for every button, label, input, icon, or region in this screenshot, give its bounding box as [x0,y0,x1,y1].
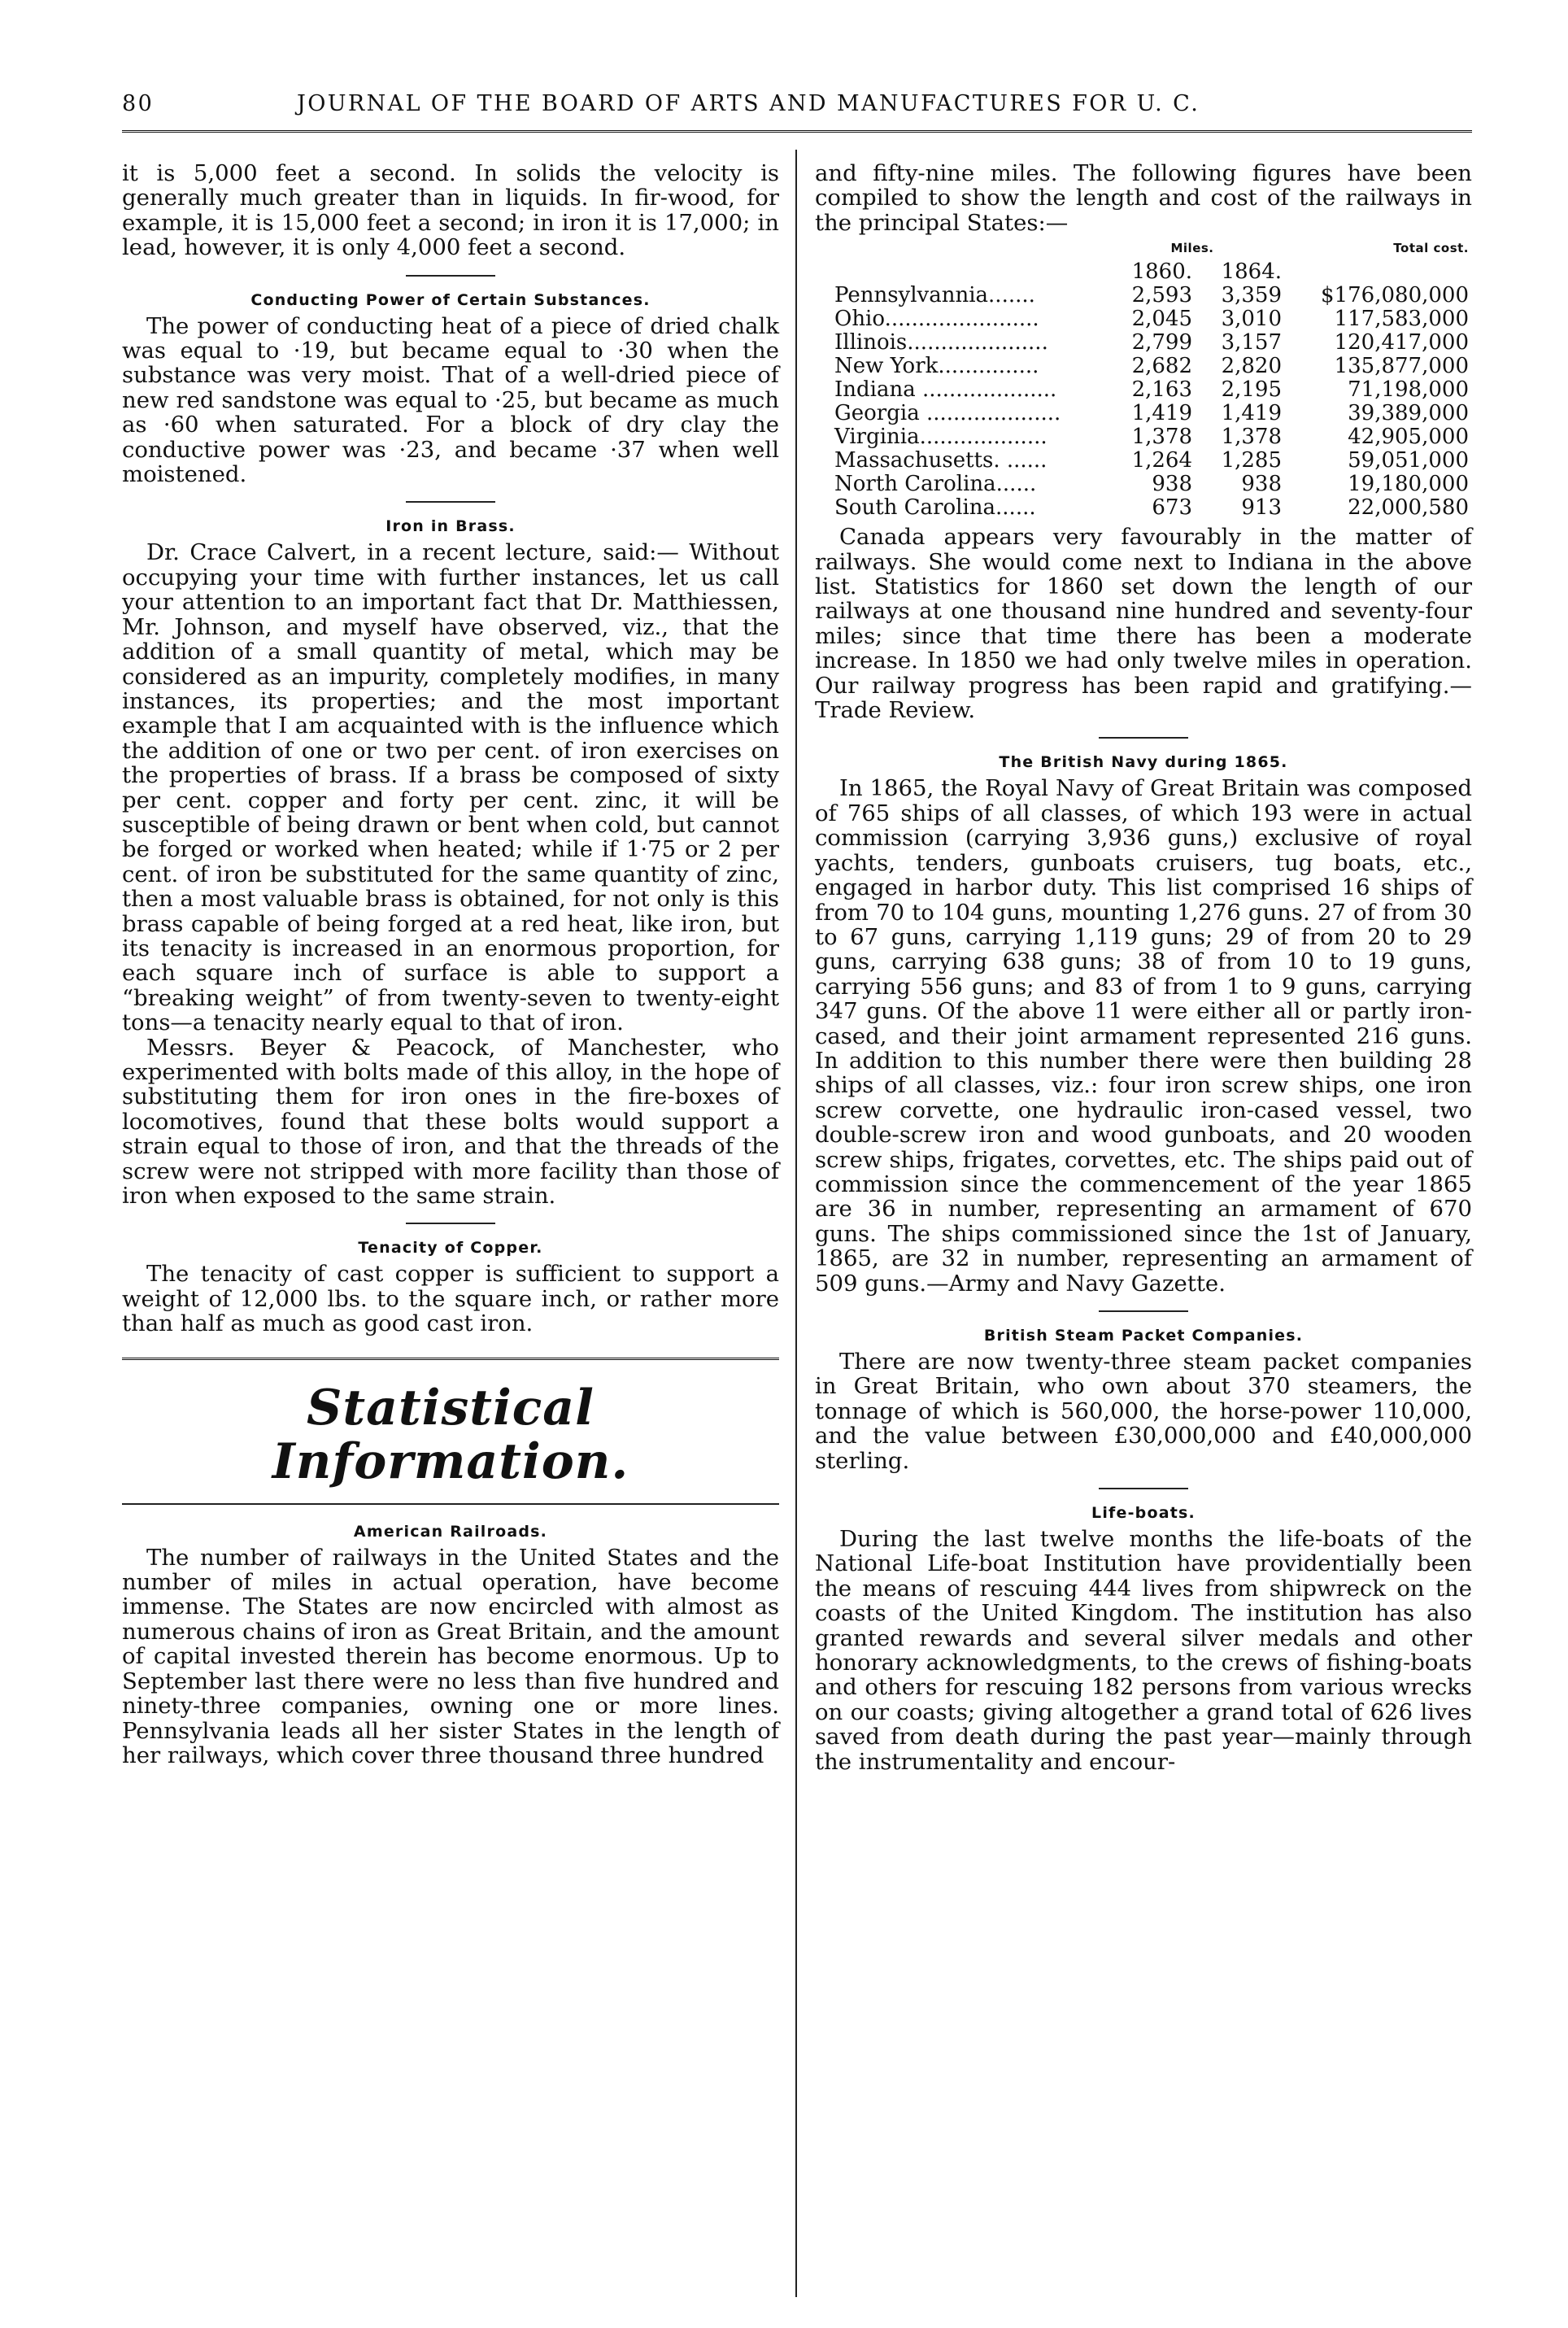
right-column [815,161,1472,1774]
state-cell: Virginia................... [834,425,1048,450]
steam-packet-paragraph: There are now twenty-three steam packet companies in Great Britain, who own about 370 steamers, the tonnage of which is 560,000, the horse-power 110,000, and the value between £30,000,000 and £40,000,000 sterling. [815,1349,1472,1474]
miles-1860-cell: 2,593 [1131,283,1192,308]
column-separator [795,150,797,2297]
miles-1864-cell: 1,419 [1221,401,1282,426]
railway-table-header [834,237,1469,260]
statistical-bottom-rule [122,1503,779,1505]
railway-table-years [834,260,1469,284]
miles-1864-cell: 3,359 [1221,283,1282,308]
state-cell: South Carolina...... [834,495,1036,521]
year-1860: 1860. [1131,259,1192,285]
railway-table-row [834,378,1469,402]
railway-table-row [834,449,1469,473]
total-cost-cell: $176,080,000 [1321,283,1469,308]
state-cell: Pennsylvannia....... [834,283,1035,308]
section-divider [406,1223,495,1224]
section-divider [406,275,495,277]
miles-1864-cell: 3,157 [1221,330,1282,355]
left-column [122,161,779,1768]
total-cost-cell: 117,583,000 [1334,307,1469,332]
miles-1860-cell: 2,682 [1131,354,1192,379]
railway-table [834,237,1469,520]
railway-table-row [834,331,1469,355]
page-number: 80 [122,91,155,116]
railway-table-row [834,307,1469,331]
tenacity-paragraph: The tenacity of cast copper is sufficient to support a weight of 12,000 lbs. to the square inch, or rather more than half as much as good cast iron. [122,1261,779,1337]
iron-brass-paragraph-2: Messrs. Beyer & Peacock, of Manchester, who experimented with bolts made of this alloy, in the hope of substituting them for iron ones in the fire-boxes of locomotives, found that these bolts would support a strain equal to those of iron, and that the threads of the screw were not stripped with more facility than those of iron when exposed to the same strain. [122,1034,779,1210]
miles-1860-cell: 1,419 [1131,401,1192,426]
section-title-conducting: Conducting Power of Certain Substances. [250,290,651,309]
section-title-tenacity: Tenacity of Copper. [358,1239,543,1258]
section-divider [1099,1488,1188,1489]
railway-table-row [834,425,1469,449]
miles-1864-cell: 1,378 [1221,425,1282,450]
section-title-lifeboats: Life-boats. [1091,1504,1196,1523]
miles-1864-cell: 3,010 [1221,307,1282,332]
statistical-top-rule [122,1358,779,1363]
railway-table-row [834,496,1469,520]
miles-1864-cell: 2,195 [1221,377,1282,403]
miles-1860-cell: 2,799 [1131,330,1192,355]
header-double-rule [122,130,1472,136]
iron-brass-paragraph-1: Dr. Crace Calvert, in a recent lecture, said:— Without occupying your time with further instances, let us call your attention to an important fact that Dr. Matthiessen, Mr. Johnson, and myself have observed, viz., that the addition of a small quantity of metal, which may be considered as an impurity, completely modifies, in many instances, its properties; and the most important example that I am acquainted with is the influence which the addition of one or two per cent. of iron exercises on the properties of brass. If a brass be composed of sixty per cent. copper and forty per cent. zinc, it will be susceptible of being drawn or bent when cold, but cannot be forged or worked when heated; while if 1·75 or 2 per cent. of iron be substituted for the same quantity of zinc, then a most valuable brass is obtained, for not only is this brass capable of being forged at a red heat, like iron, but its tenacity is increased in an enormous proportion, for each square inch of surface is able to support a “breaking weight” of from twenty-seven to twenty-eight tons—a tenacity nearly equal to that of iron. [122,539,779,1036]
cost-header: Total cost. [1393,241,1469,256]
railroads-paragraph: The number of railways in the United States and the number of miles in actual operation, have become immense. The States are now encircled with almost as numerous chains of iron as Great Britain, and the amount of capital invested therein has become enormous. Up to September last there were no less than five hundred and ninety-three companies, owning one or more lines. Pennsylvania leads all her sister States in the length of her railways, which cover three thousand three hundred [122,1544,779,1768]
statistical-information-heading: Statistical Information. [272,1379,629,1490]
section-title-british-navy: The British Navy during 1865. [999,753,1288,772]
state-cell: Illinois..................... [834,330,1048,355]
miles-header: Miles. [1170,241,1214,256]
state-cell: Massachusetts. ...... [834,448,1048,473]
miles-1864-cell: 913 [1241,495,1282,521]
miles-1864-cell: 1,285 [1221,448,1282,473]
total-cost-cell: 120,417,000 [1334,330,1469,355]
miles-1860-cell: 673 [1152,495,1192,521]
miles-1864-cell: 938 [1241,472,1282,497]
section-title-iron-in-brass: Iron in Brass. [385,517,516,536]
railway-table-row [834,284,1469,307]
section-divider [1099,737,1188,739]
miles-1860-cell: 938 [1152,472,1192,497]
section-title-american-railroads: American Railroads. [353,1522,548,1541]
railway-table-body [834,284,1469,520]
total-cost-cell: 19,180,000 [1348,472,1469,497]
railway-table-row [834,355,1469,378]
state-cell: Georgia .................... [834,401,1061,426]
navy-paragraph: In 1865, the Royal Navy of Great Britain was composed of 765 ships of all classes, of which 193 were in actual commission (carrying 3,936 guns,) exclusive of royal yachts, tenders, gunboats cruisers, tug boats, etc., engaged in harbor duty. This list comprised 16 ships of from 70 to 104 guns, mounting 1,276 guns. 27 of from 30 to 67 guns, carrying 1,119 guns; 29 of from 20 to 29 guns, carrying 638 guns; 38 of from 10 to 19 guns, carrying 556 guns; and 83 of from 1 to 9 guns, carrying 347 guns. Of the above 11 were either all or partly iron-cased, and their joint armament represented 216 guns. In addition to this number there were then building 28 ships of all classes, viz.: four iron screw ships, one iron screw corvette, one hydraulic iron-cased vessel, two double-screw iron and wood gunboats, and 20 wooden screw ships, frigates, corvettes, etc. The ships paid out of commission since the commencement of the year 1865 are 36 in number, representing an armament of 670 guns. The ships commissioned since the 1st of January, 1865, are 32 in number, representing an armament of 509 guns.—Army and Navy Gazette. [815,775,1472,1297]
total-cost-cell: 22,000,580 [1348,495,1469,521]
railroads-continued-paragraph: and fifty-nine miles. The following figures have been compiled to show the length and cost of the railways in the principal States:— [815,160,1472,236]
railway-table-row [834,473,1469,496]
conducting-paragraph: The power of conducting heat of a piece of dried chalk was equal to ·19, but became equal to ·30 when the substance was very moist. That of a well-dried piece of new red sandstone was equal to ·25, but became as much as ·60 when saturated. For a block of dry clay the conductive power was ·23, and became ·37 when well moistened. [122,312,779,488]
state-cell: Ohio....................... [834,307,1039,332]
total-cost-cell: 42,905,000 [1348,425,1469,450]
lifeboats-paragraph: During the last twelve months the life-boats of the National Life-boat Institution have providentially been the means of rescuing 444 lives from shipwreck on the coasts of the United Kingdom. The institution has also granted rewards and several silver medals and other honorary acknowledgments, to the crews of fishing-boats and others for rescuing 182 persons from various wrecks on our coasts; giving altogether a grand total of 626 lives saved from death during the past year—mainly through the instrumentality and encour- [815,1526,1472,1775]
state-cell: North Carolina...... [834,472,1037,497]
total-cost-cell: 135,877,000 [1334,354,1469,379]
section-title-steam-packet: British Steam Packet Companies. [983,1327,1304,1345]
state-cell: Indiana .................... [834,377,1057,403]
miles-1864-cell: 2,820 [1221,354,1282,379]
state-cell: New York............... [834,354,1039,379]
miles-1860-cell: 2,045 [1131,307,1192,332]
running-head [122,91,1472,132]
total-cost-cell: 59,051,000 [1348,448,1469,473]
section-divider [406,501,495,503]
section-divider [1099,1310,1188,1312]
journal-title: JOURNAL OF THE BOARD OF ARTS AND MANUFACTURES FOR U. C. [297,91,1200,116]
year-1864: 1864. [1221,259,1282,285]
total-cost-cell: 39,389,000 [1348,401,1469,426]
intro-paragraph: it is 5,000 feet a second. In solids the velocity is generally much greater than in liquids. In fir-wood, for example, it is 15,000 feet a second; in iron it is 17,000; in lead, however, it is only 4,000 feet a second. [122,160,779,261]
total-cost-cell: 71,198,000 [1348,377,1469,403]
railway-table-row [834,402,1469,425]
miles-1860-cell: 1,378 [1131,425,1192,450]
canada-paragraph: Canada appears very favourably in the matter of railways. She would come next to Indiana in the above list. Statistics for 1860 set down the length of our railways at one thousand nine hundred and seventy-four miles; since that time there has been a moderate increase. In 1850 we had only twelve miles in operation. Our railway progress has been rapid and gratifying.—Trade Review. [815,524,1472,724]
miles-1860-cell: 1,264 [1131,448,1192,473]
miles-1860-cell: 2,163 [1131,377,1192,403]
